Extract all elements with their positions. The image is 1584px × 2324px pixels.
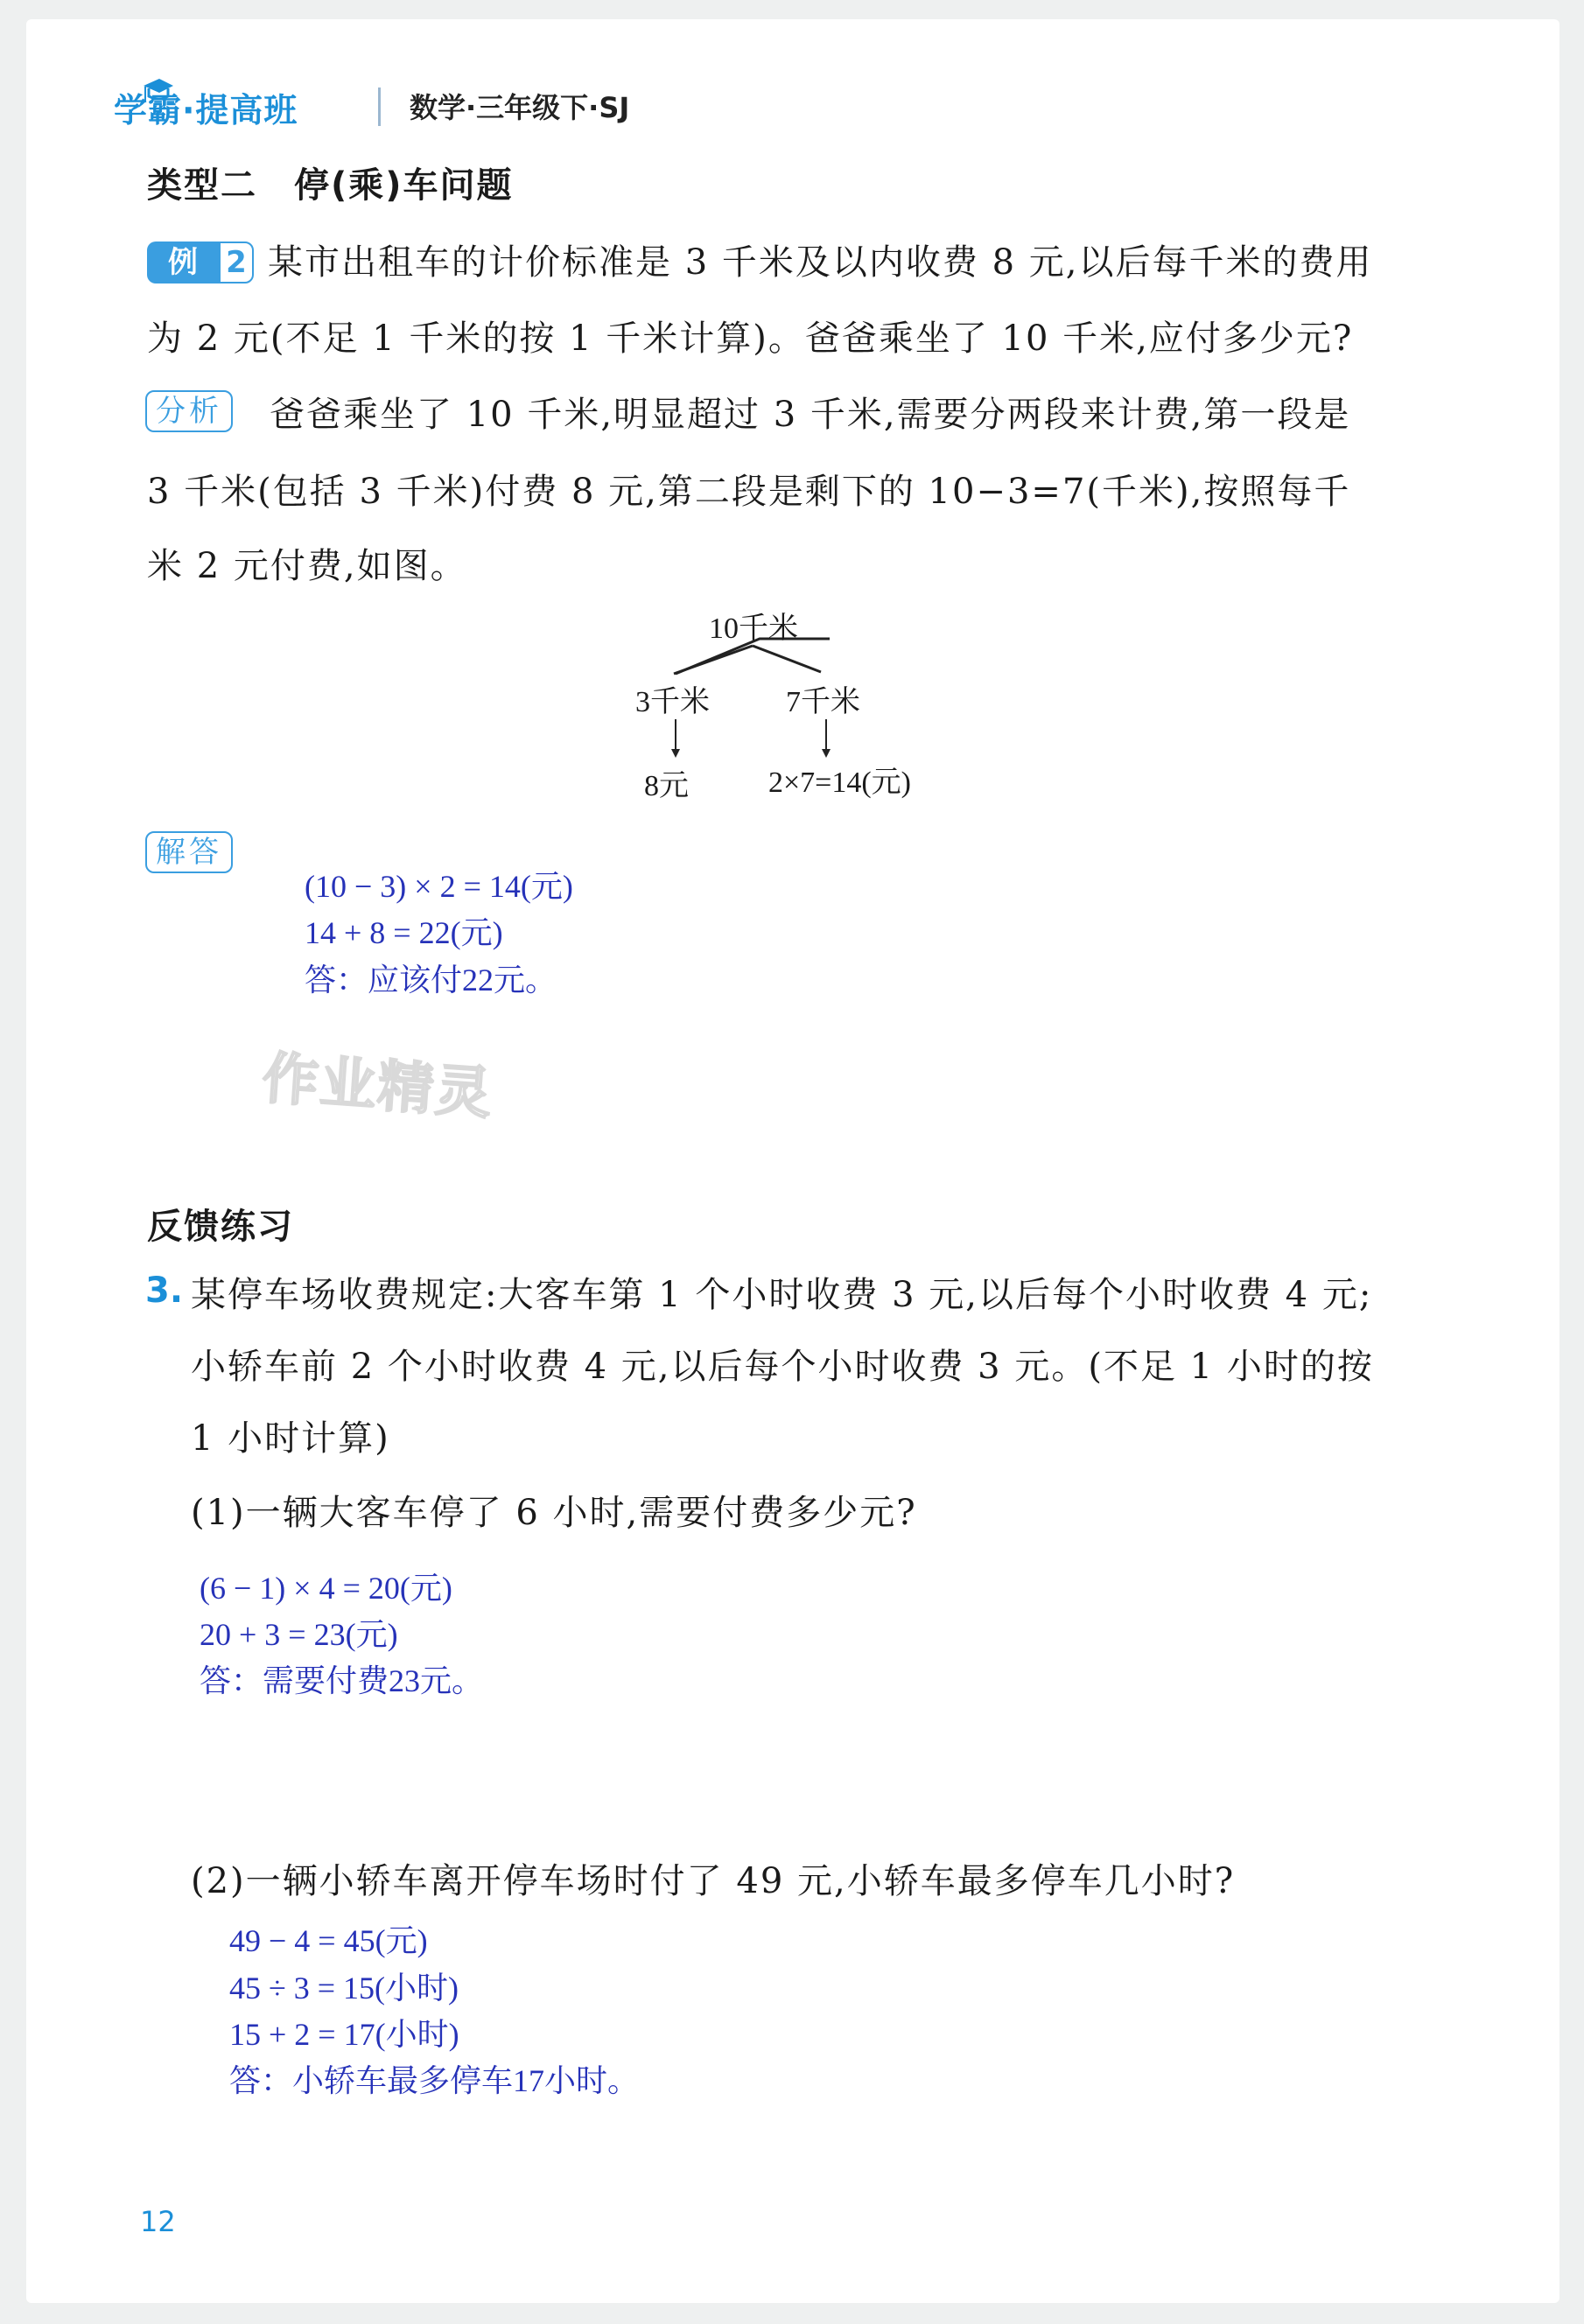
diagram-right-branch-line bbox=[753, 646, 821, 672]
watermark: 作业精灵 bbox=[260, 1046, 495, 1128]
diagram-left-arrow-head bbox=[671, 749, 680, 758]
part1-answer-line-1: (6 − 1) × 4 = 20(元) bbox=[200, 1571, 452, 1606]
answer-tag: 解答 bbox=[145, 831, 233, 873]
example-line-2: 为 2 元(不足 1 千米的按 1 千米计算)。爸爸乘坐了 10 千米,应付多少元? bbox=[147, 318, 1354, 359]
diagram-left-segment: 3千米 bbox=[635, 686, 710, 718]
example-line-1: 某市出租车的计价标准是 3 千米及以内收费 8 元,以后每千米的费用 bbox=[268, 242, 1373, 283]
page-number: 12 bbox=[140, 2205, 176, 2238]
diagram-left-result: 8元 bbox=[644, 770, 689, 802]
section-title: 类型二 停(乘)车问题 bbox=[147, 165, 514, 206]
analysis-line-2: 3 千米(包括 3 千米)付费 8 元,第二段是剩下的 10−3=7(千米),按照每千 bbox=[147, 472, 1351, 512]
example-answer-line-3: 答：应该付22元。 bbox=[305, 962, 557, 998]
brand-title: 学霸·提高班 bbox=[114, 91, 298, 130]
example-badge bbox=[147, 242, 250, 284]
part2-answer-line-2: 45 ÷ 3 = 15(小时) bbox=[229, 1970, 459, 2006]
example-answer-line-1: (10 − 3) × 2 = 14(元) bbox=[305, 869, 573, 904]
example-badge-label: 例 bbox=[147, 242, 219, 284]
subject-label: 数学·三年级下·SJ bbox=[410, 91, 630, 124]
diagram-total: 10千米 bbox=[709, 612, 798, 645]
example-answer-line-2: 14 + 8 = 22(元) bbox=[305, 915, 503, 950]
analysis-line-1: 爸爸乘坐了 10 千米,明显超过 3 千米,需要分两段来计费,第一段是 bbox=[270, 395, 1351, 435]
question-line-2: 小轿车前 2 个小时收费 4 元,以后每个小时收费 3 元。(不足 1 小时的按 bbox=[191, 1347, 1374, 1387]
fare-split-diagram bbox=[604, 604, 1006, 814]
question-part-2: (2)一辆小轿车离开停车场时付了 49 元,小轿车最多停车几小时? bbox=[191, 1861, 1236, 1901]
example-badge-number: 2 bbox=[219, 242, 254, 284]
question-line-3: 1 小时计算) bbox=[191, 1418, 390, 1459]
diagram-right-segment: 7千米 bbox=[786, 686, 860, 718]
part1-answer-line-3: 答：需要付费23元。 bbox=[200, 1663, 484, 1698]
diagram-right-result: 2×7=14(元) bbox=[768, 766, 911, 799]
header-divider bbox=[378, 88, 381, 126]
diagram-right-arrow-head bbox=[822, 749, 831, 758]
question-line-1: 某停车场收费规定:大客车第 1 个小时收费 3 元,以后每个小时收费 4 元; bbox=[191, 1275, 1373, 1315]
diagram-left-branch bbox=[674, 646, 753, 674]
analysis-tag: 分析 bbox=[145, 390, 233, 432]
part2-answer-line-1: 49 − 4 = 45(元) bbox=[229, 1923, 428, 1958]
question-number: 3. bbox=[145, 1270, 184, 1311]
question-part-1: (1)一辆大客车停了 6 小时,需要付费多少元? bbox=[191, 1493, 917, 1533]
analysis-line-3: 米 2 元付费,如图。 bbox=[147, 546, 467, 586]
part2-answer-line-3: 15 + 2 = 17(小时) bbox=[229, 2017, 459, 2052]
part2-answer-line-4: 答：小轿车最多停车17小时。 bbox=[229, 2063, 640, 2098]
feedback-title: 反馈练习 bbox=[147, 1207, 294, 1247]
part1-answer-line-2: 20 + 3 = 23(元) bbox=[200, 1617, 398, 1652]
